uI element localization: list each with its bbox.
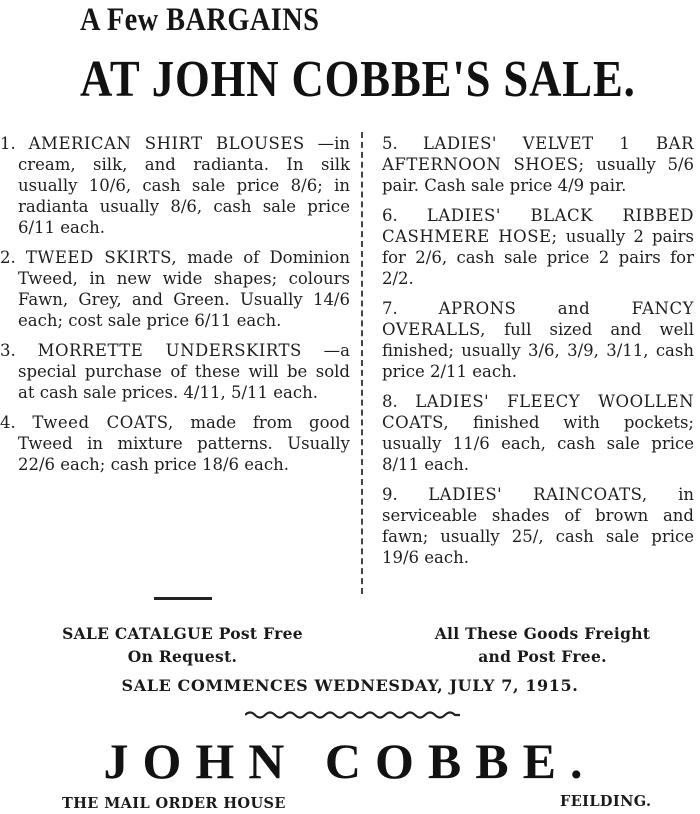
item-title: LADIES' FLEECY WOOLLEN COATS, [382, 392, 695, 432]
bargain-item-4 [0, 412, 350, 475]
item-number: 6. [382, 206, 398, 225]
item-title: LADIES' RAINCOATS, [428, 485, 648, 504]
item-text: made of Dominion Tweed, in new wide shapes; colours Fawn, Grey, and Green. Usually 14/6 each; cost sale price 6/11 each. [18, 248, 350, 330]
item-text: finished with pockets; usually 11/6 each, cash sale price 8/11 each. [382, 413, 694, 474]
item-text: in serviceable shades of brown and fawn; usually 25/, cash sale price 19/6 each. [382, 485, 694, 567]
item-text: —a special purchase of these will be sold at cash sale prices. 4/11, 5/11 each. [18, 341, 351, 402]
item-number: 4. [0, 413, 16, 432]
column-divider [361, 132, 363, 594]
bargain-item-3 [0, 340, 350, 403]
section-rule [154, 597, 212, 600]
catalogue-line-1: SALE CATALGUE Post Free [62, 624, 303, 643]
item-number: 5. [382, 134, 398, 153]
item-number: 2. [0, 248, 16, 267]
bargain-item-8 [382, 391, 694, 475]
tagline: THE MAIL ORDER HOUSE [62, 795, 286, 812]
item-number: 7. [382, 299, 398, 318]
catalogue-notice [40, 622, 325, 668]
heading-line-1: A Few BARGAINS [80, 2, 320, 38]
right-column [382, 133, 694, 577]
freight-line-2: and Post Free. [478, 647, 607, 666]
bargain-item-9 [382, 484, 694, 568]
bargain-item-2 [0, 247, 350, 331]
wavy-rule [245, 708, 460, 722]
heading-line-2: AT JOHN COBBE'S SALE. [80, 51, 636, 108]
sale-commences-line: SALE COMMENCES WEDNESDAY, JULY 7, 1915. [121, 676, 579, 695]
item-number: 9. [382, 485, 398, 504]
item-title: AMERICAN SHIRT BLOUSES [28, 134, 305, 153]
left-column [0, 133, 350, 484]
bargain-item-7 [382, 298, 694, 382]
bargain-item-1 [0, 133, 350, 238]
item-title: TWEED SKIRTS, [25, 248, 178, 267]
item-number: 8. [382, 392, 398, 411]
item-number: 1. [0, 134, 16, 153]
location: FEILDING. [560, 793, 652, 810]
item-number: 3. [0, 341, 16, 360]
bargain-item-5 [382, 133, 694, 196]
item-text: usually 2 pairs for 2/6, cash sale price 2 pairs for 2/2. [382, 227, 694, 288]
item-title: APRONS and FANCY OVERALLS, [382, 299, 694, 339]
bargain-item-6 [382, 205, 694, 289]
item-title: LADIES' VELVET 1 BAR AFTERNOON SHOES; [382, 134, 694, 174]
item-text: —in cream, silk, and radianta. In silk usually 10/6, cash sale price 8/6; in radianta usually 8/6, cash sale price 6/11 each. [18, 134, 350, 237]
item-text: made from good Tweed in mixture patterns. Usually 22/6 each; cash price 18/6 each. [18, 413, 351, 474]
brand-name: JOHN COBBE. [103, 733, 597, 789]
freight-notice [405, 622, 680, 668]
item-title: Tweed COATS, [32, 413, 174, 432]
freight-line-1: All These Goods Freight [434, 624, 651, 643]
item-text: full sized and well finished; usually 3/6, 3/9, 3/11, cash price 2/11 each. [382, 320, 694, 381]
catalogue-line-2: On Request. [127, 647, 238, 666]
item-text: usually 5/6 pair. Cash sale price 4/9 pair. [382, 155, 695, 195]
item-title: LADIES' BLACK RIBBED CASHMERE HOSE; [382, 206, 694, 246]
item-title: MORRETTE UNDERSKIRTS [37, 341, 302, 360]
